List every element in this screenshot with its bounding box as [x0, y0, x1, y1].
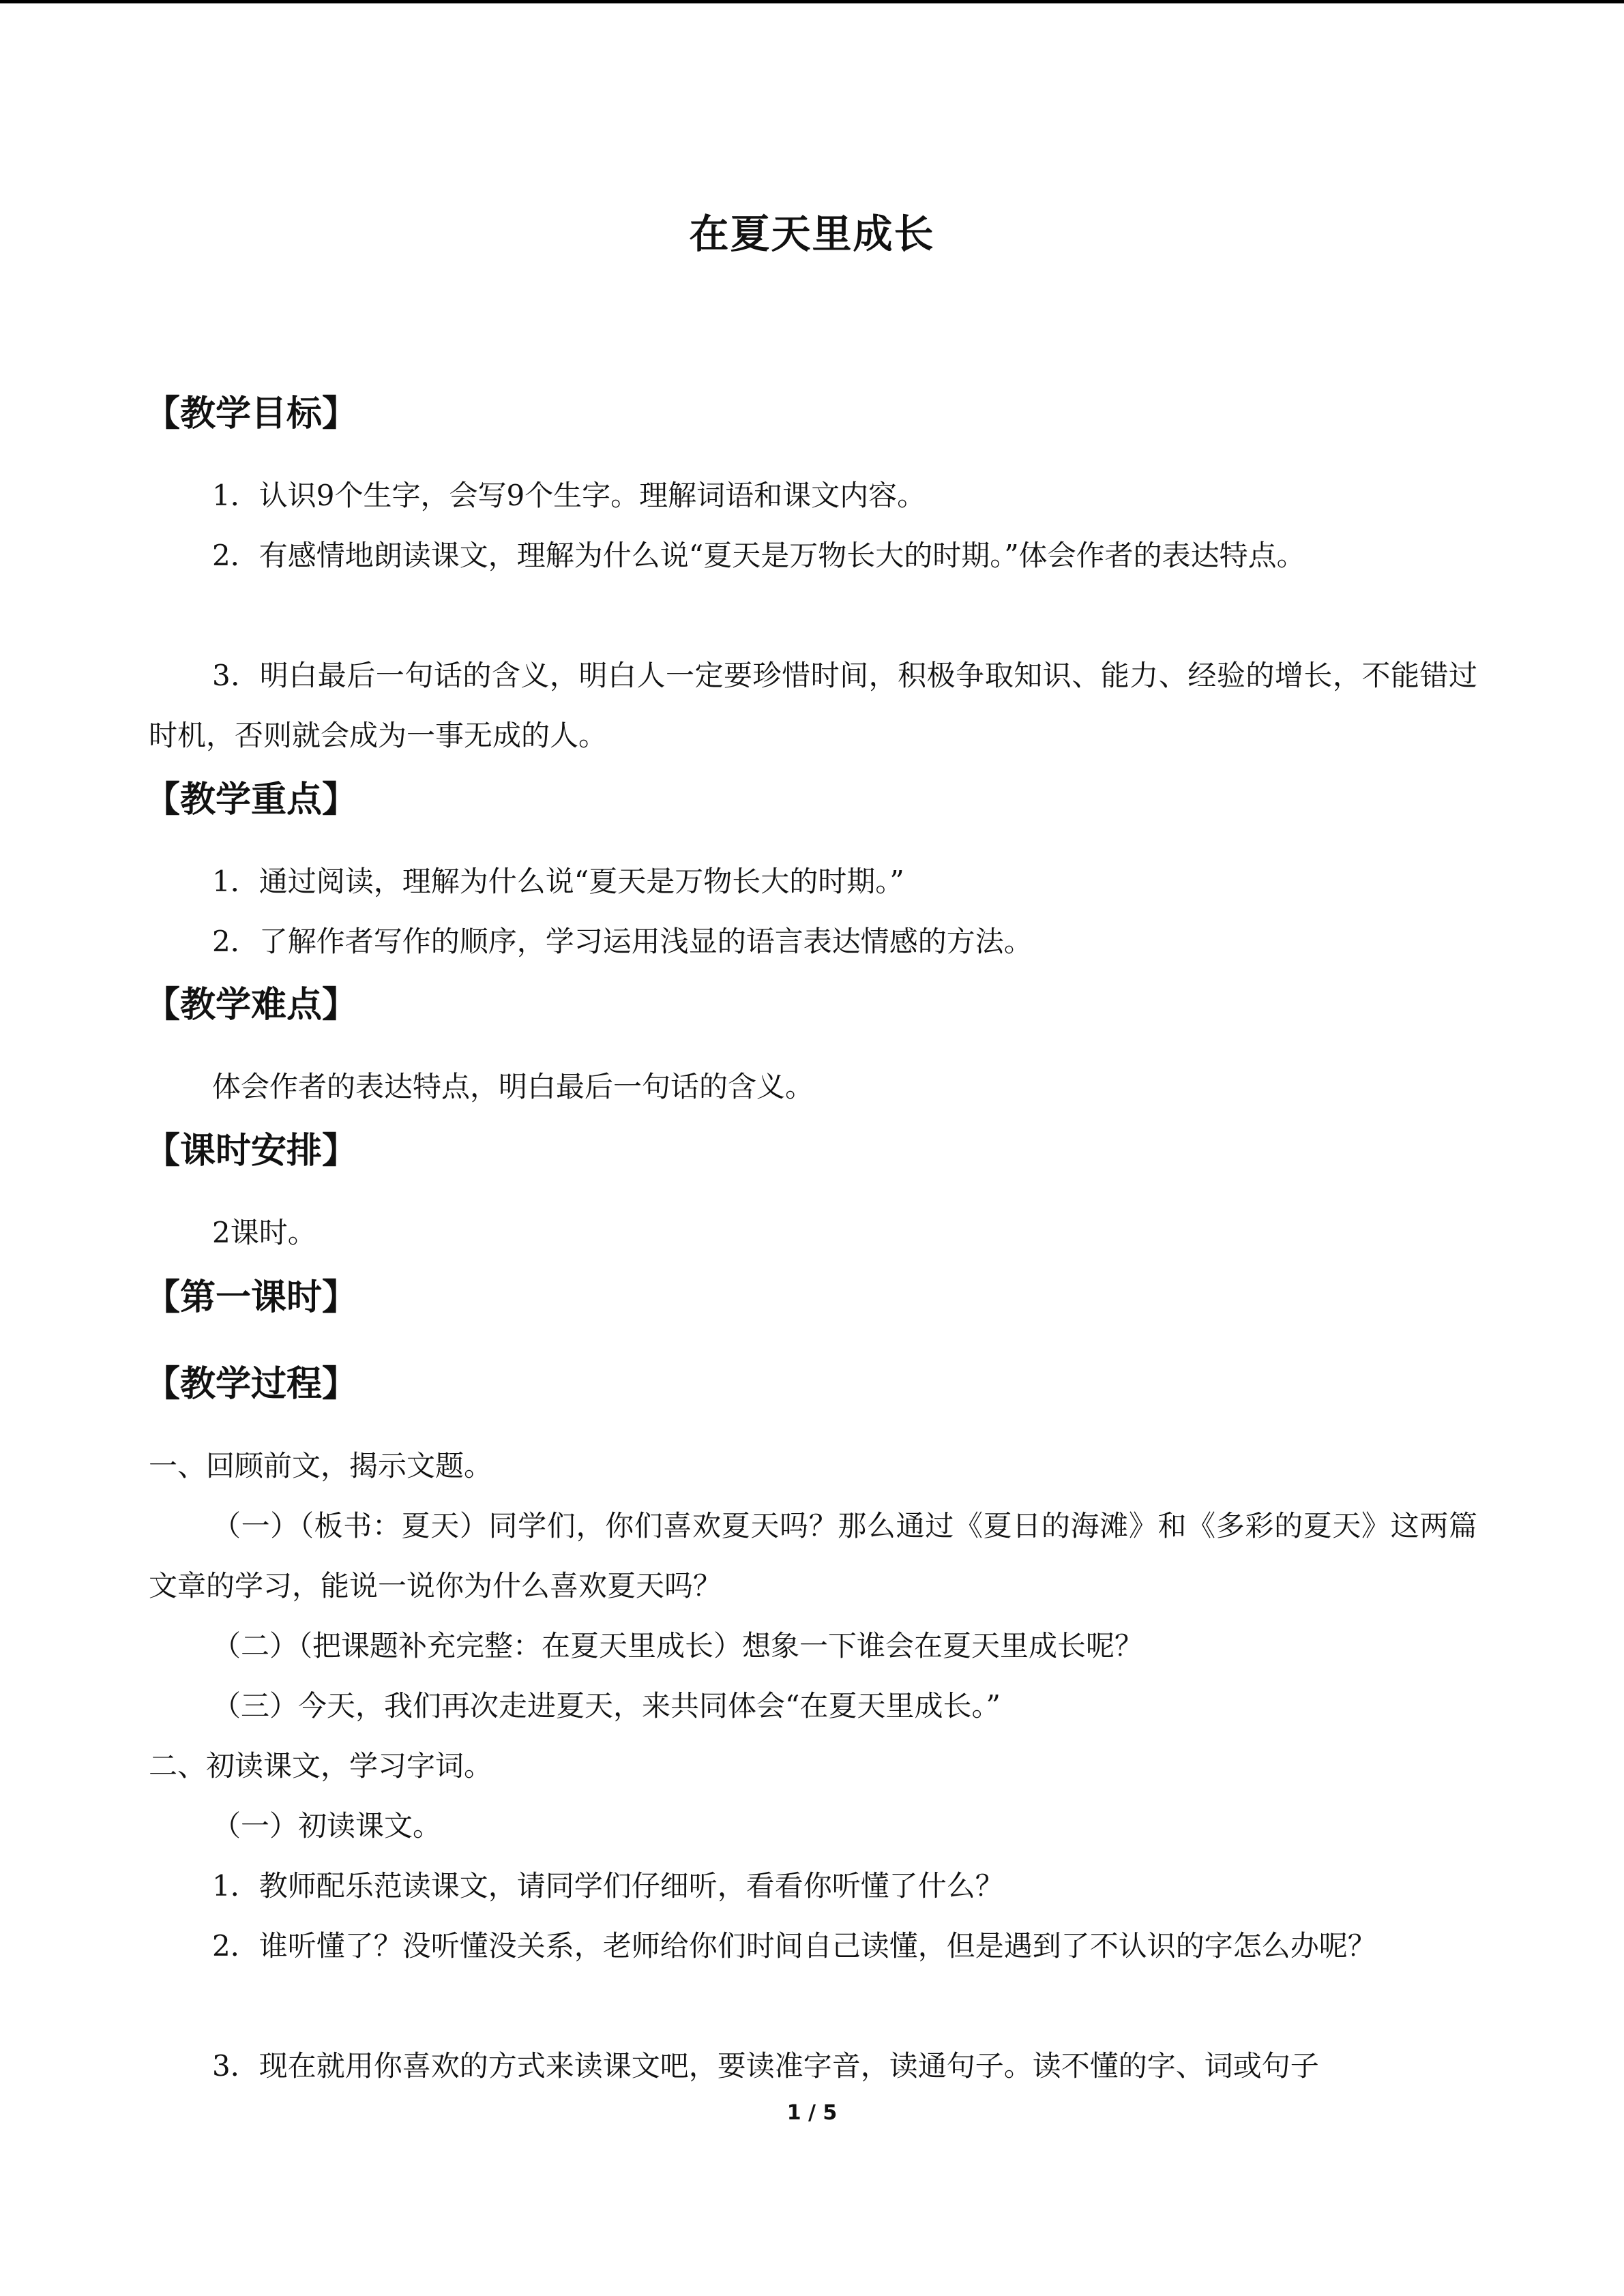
- process-step-1-3: （三）今天，我们再次走进夏天，来共同体会“在夏天里成长。”: [212, 1689, 1001, 1723]
- process-step-1-2: （二）（把课题补充完整：在夏天里成长）想象一下谁会在夏天里成长呢？: [212, 1629, 1144, 1663]
- section-heading-objectives: 【教学目标】: [145, 393, 358, 434]
- objective-2: 2．有感情地朗读课文，理解为什么说“夏天是万物长大的时期。”体会作者的表达特点。: [212, 539, 1305, 572]
- process-step-1-1: （一）（板书：夏天）同学们，你们喜欢夏天吗？那么通过《夏日的海滩》和《多彩的夏天》这两篇文章的学习，能说一说你为什么喜欢夏天吗？: [149, 1509, 1477, 1602]
- section-heading-key-points: 【教学重点】: [145, 779, 358, 820]
- process-step-2-1-1: 1．教师配乐范读课文，请同学们仔细听，看看你听懂了什么？: [212, 1869, 1004, 1903]
- objective-1: 1．认识9个生字，会写9个生字。理解词语和课文内容。: [212, 479, 926, 512]
- process-step-2-1: （一）初读课文。: [212, 1809, 442, 1843]
- process-step-2: 二、初读课文，学习字词。: [149, 1749, 493, 1783]
- schedule-1: 2课时。: [212, 1216, 316, 1249]
- process-step-1: 一、回顾前文，揭示文题。: [149, 1449, 493, 1482]
- objective-3: 3．明白最后一句话的含义，明白人一定要珍惜时间，积极争取知识、能力、经验的增长，不能错过时机，否则就会成为一事无成的人。: [149, 659, 1477, 752]
- section-heading-schedule: 【课时安排】: [145, 1131, 358, 1172]
- section-heading-difficulties: 【教学难点】: [145, 985, 358, 1026]
- top-border-line: [0, 0, 1624, 3]
- key-point-1: 1．通过阅读，理解为什么说“夏天是万物长大的时期。”: [212, 865, 904, 898]
- section-heading-first-lesson: 【第一课时】: [145, 1277, 358, 1318]
- process-step-2-1-3: 3．现在就用你喜欢的方式来读课文吧，要读准字音，读通句子。读不懂的字、词或句子: [212, 2049, 1319, 2083]
- section-heading-process: 【教学过程】: [145, 1364, 358, 1405]
- difficulty-1: 体会作者的表达特点，明白最后一句话的含义。: [212, 1070, 814, 1103]
- document-title: 在夏天里成长: [689, 211, 935, 257]
- process-step-2-1-2: 2．谁听懂了？没听懂没关系，老师给你们时间自己读懂，但是遇到了不认识的字怎么办呢？: [212, 1929, 1376, 1963]
- key-point-2: 2．了解作者写作的顺序，学习运用浅显的语言表达情感的方法。: [212, 925, 1033, 958]
- page-number: 1 / 5: [786, 2101, 838, 2125]
